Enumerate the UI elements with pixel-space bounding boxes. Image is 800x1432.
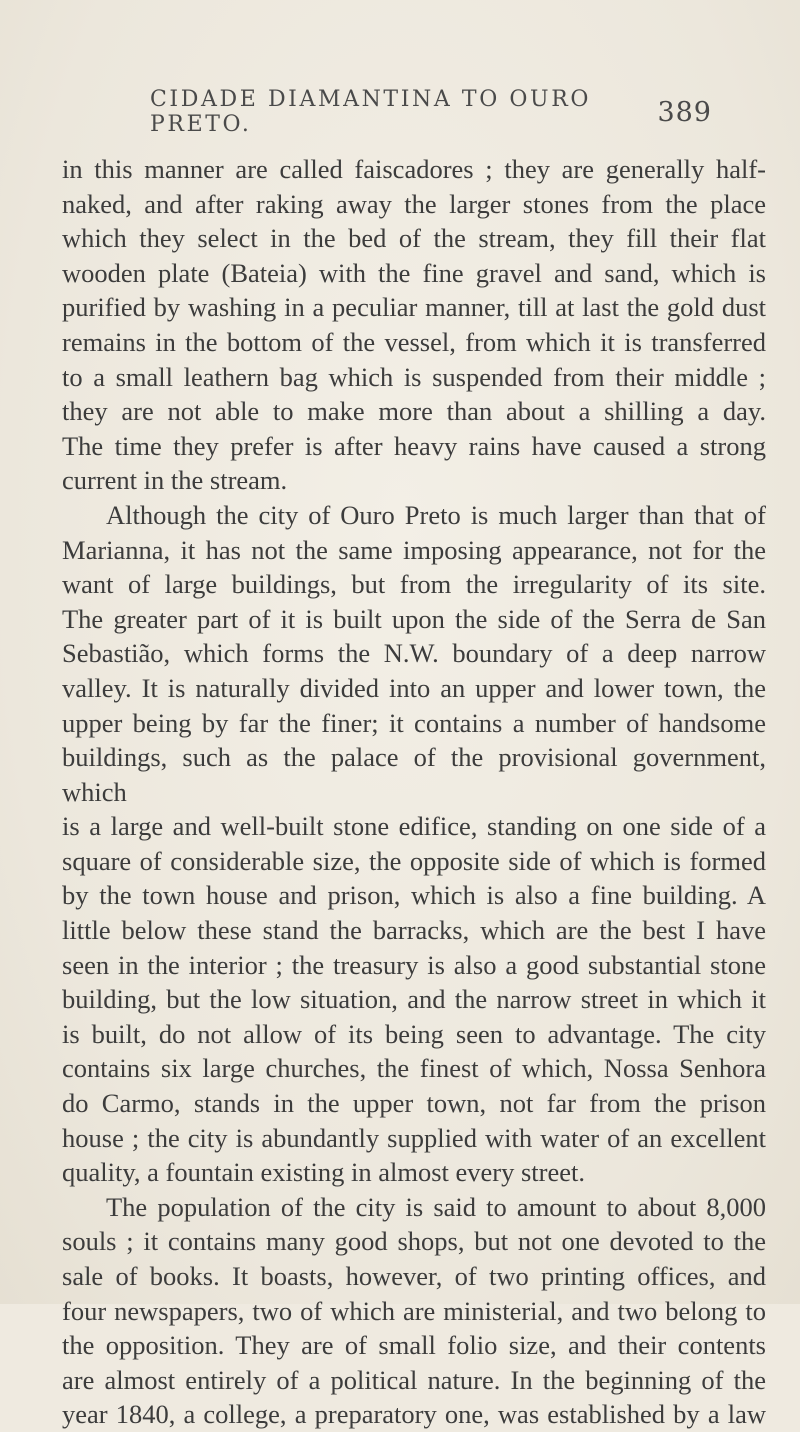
text-line: do Carmo, stands in the upper town, not far from the prison [62,1088,766,1119]
text-line: which they select in the bed of the stream, they fill their flat [62,223,766,254]
text-line: remains in the bottom of the vessel, from which it is transferred [62,326,766,357]
text-line: by the town house and prison, which is also a fine building. A [62,880,766,911]
running-head [150,87,712,137]
text-line: buildings, such as the palace of the provisional government, which [62,742,766,807]
text-line: purified by washing in a peculiar manner, till at last the gold dust [62,292,766,323]
text-line: wooden plate (Bateia) with the fine gravel and sand, which is [62,257,766,288]
text-line: quality, a fountain existing in almost every street. [62,1157,585,1188]
text-line: house ; the city is abundantly supplied with water of an excellent [62,1122,766,1153]
text-line: they are not able to make more than about a shilling a day. [62,396,766,427]
text-line: Marianna, it has not the same imposing appearance, not for the [62,534,766,565]
running-title: CIDADE DIAMANTINA TO OURO PRETO. [150,87,591,137]
text-line: valley. It is naturally divided into an upper and lower town, the [62,672,766,703]
text-line: year 1840, a college, a preparatory one, was established by a law [62,1399,766,1430]
text-line: is built, do not allow of its being seen to advantage. The city [62,1018,766,1049]
text-line: the opposition. They are of small folio size, and their contents [62,1330,766,1361]
text-line: The time they prefer is after heavy rains have caused a strong [62,430,766,461]
text-line: to a small leathern bag which is suspended from their middle ; [62,361,766,392]
text-line: four newspapers, two of which are ministerial, and two belong to [62,1295,766,1326]
text-line: Although the city of Ouro Preto is much larger than that of [106,499,766,530]
text-line: The greater part of it is built upon the side of the Serra de San [62,603,766,634]
paragraph-1 [62,152,766,498]
text-line: are almost entirely of a political nature. In the beginning of the [62,1364,766,1395]
text-line: want of large buildings, but from the irregularity of its site. [62,569,766,600]
text-line: naked, and after raking away the larger stones from the place [62,188,766,219]
page-number: 389 [657,96,712,128]
text-line: little below these stand the barracks, which are the best I have [62,915,766,946]
text-line: sale of books. It boasts, however, of two printing offices, and [62,1261,766,1291]
text-line: The population of the city is said to amount to about 8,000 [106,1191,766,1222]
text-line: in this manner are called faiscadores ; they are generally half- [62,154,766,184]
body-text [62,152,766,1432]
text-line: upper being by far the finer; it contains a number of handsome [62,707,766,738]
text-line: souls ; it contains many good shops, but not one devoted to the [62,1226,766,1257]
paragraph-2 [62,498,766,1190]
text-line: building, but the low situation, and the narrow street in which it [62,984,766,1015]
text-line: contains six large churches, the finest of which, Nossa Senhora [62,1053,766,1084]
text-line: square of considerable size, the opposite side of which is formed [62,845,766,876]
text-line: current in the stream. [62,465,288,496]
text-line: is a large and well-built stone edifice, standing on one side of a [62,811,766,842]
paragraph-3 [62,1190,766,1432]
text-line: seen in the interior ; the treasury is also a good substantial stone [62,949,766,980]
text-line: Sebastião, which forms the N.W. boundary of a deep narrow [62,638,766,669]
